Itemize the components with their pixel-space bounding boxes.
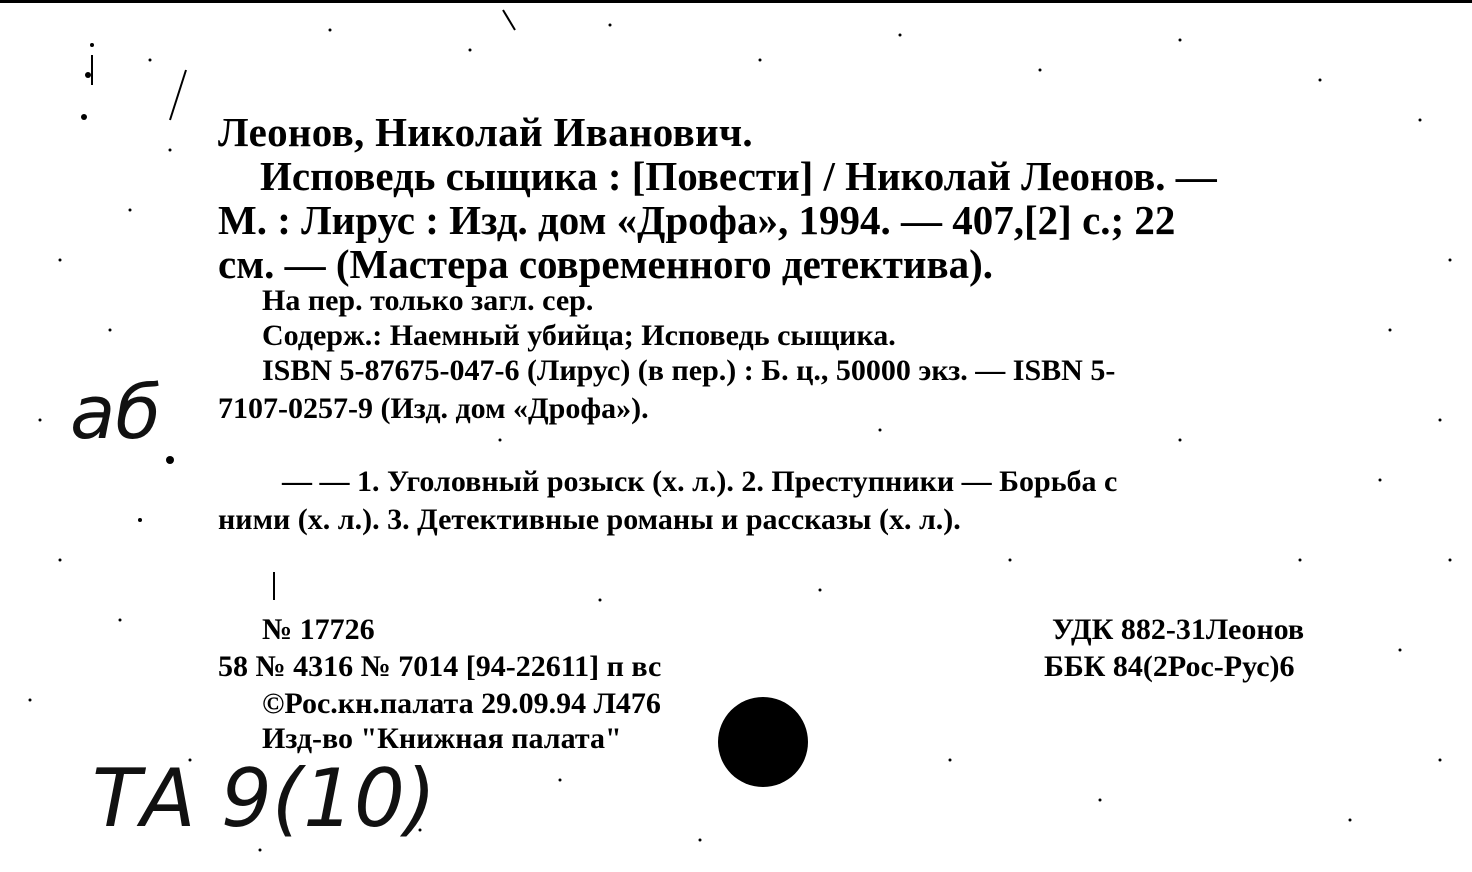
- copyright-line: ©Рос.кн.палата 29.09.94 Л476: [262, 687, 661, 720]
- isbn-line-2: 7107-0257-9 (Изд. дом «Дрофа»).: [218, 392, 649, 425]
- subjects-line-1: — — 1. Уголовный розыск (х. л.). 2. Преступники — Борьба с: [282, 465, 1118, 498]
- numbers-line: 58 № 4316 № 7014 [94-22611] п вс: [218, 650, 662, 683]
- handwritten-mark-top: аб: [70, 370, 161, 456]
- record-number: № 17726: [262, 613, 375, 646]
- author-heading: Леонов, Николай Иванович.: [218, 109, 753, 155]
- title-line: Исповедь сыщика : [Повести] / Николай Леонов. —: [260, 153, 1217, 199]
- udk-code: УДК 882-31Леонов: [1052, 613, 1305, 646]
- imprint-line: М. : Лирус : Изд. дом «Дрофа», 1994. — 407,[2] с.; 22: [218, 197, 1176, 243]
- publisher-line: Изд-во "Книжная палата": [262, 722, 622, 755]
- handwritten-mark-bottom: ТА 9(10): [92, 752, 437, 845]
- ink-blot: [718, 697, 808, 787]
- note-contents: Содерж.: Наемный убийца; Исповедь сыщика.: [262, 319, 896, 352]
- bbk-code: ББК 84(2Рос-Рус)6: [1044, 650, 1295, 683]
- note-binding: На пер. только загл. сер.: [262, 284, 594, 317]
- subjects-line-2: ними (х. л.). 3. Детективные романы и рассказы (х. л.).: [218, 503, 961, 536]
- isbn-line-1: ISBN 5-87675-047-6 (Лирус) (в пер.) : Б. ц., 50000 экз. — ISBN 5-: [262, 354, 1116, 387]
- series-line: см. — (Мастера современного детектива).: [218, 241, 994, 287]
